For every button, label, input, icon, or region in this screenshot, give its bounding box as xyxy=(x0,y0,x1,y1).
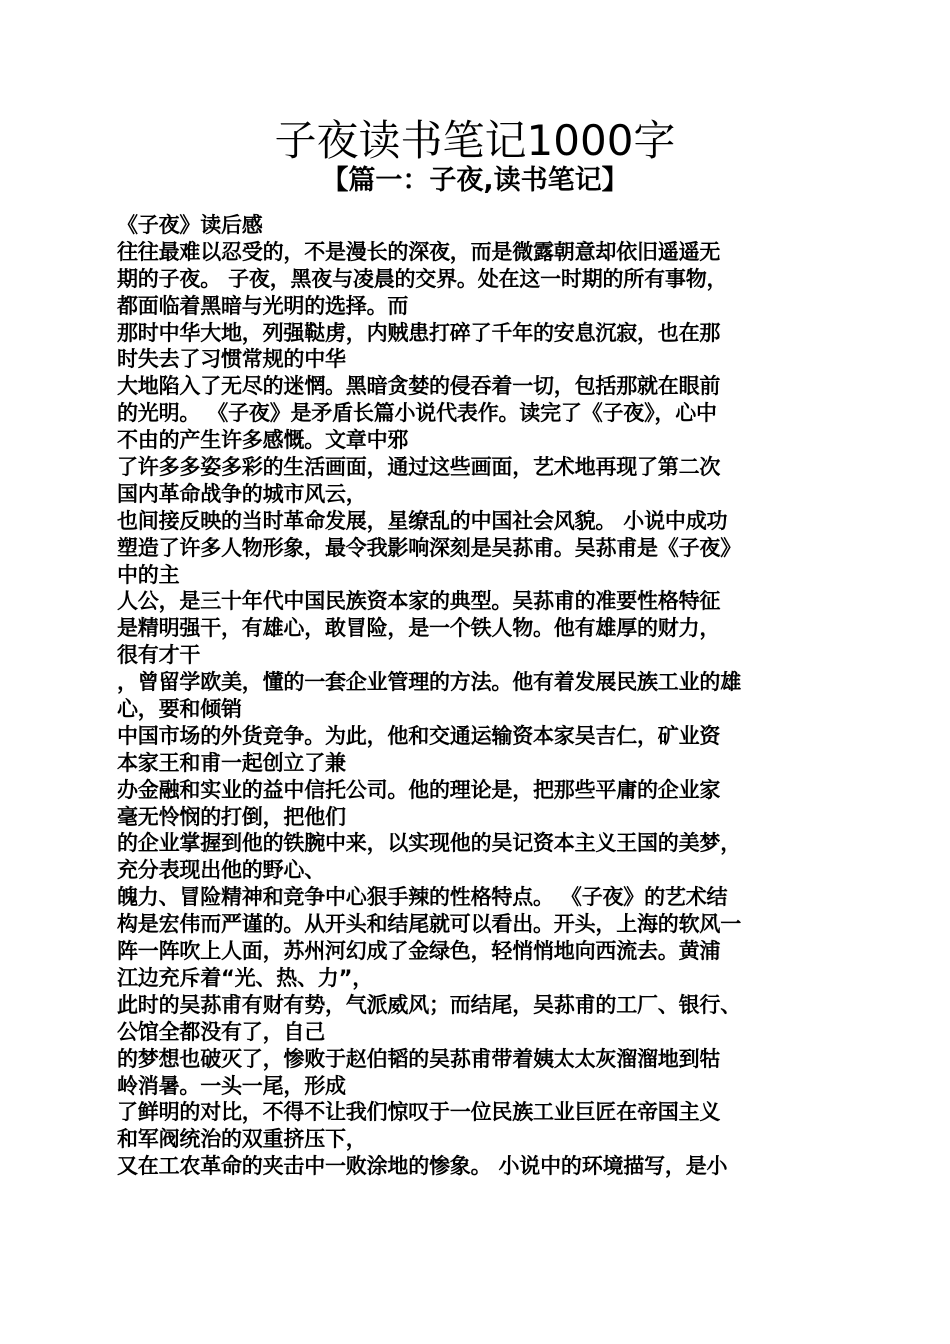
body-line: 了许多多姿多彩的生活画面，通过这些画面，艺术地再现了第二次 xyxy=(117,455,721,480)
body-line: 毫无怜悯的打倒，把他们 xyxy=(117,804,346,829)
body-line: 都面临着黑暗与光明的选择。而 xyxy=(117,293,409,318)
body-line: 江边充斥着“光、热、力”， xyxy=(117,965,374,990)
body-line: 本家王和甫一起创立了兼 xyxy=(117,750,346,775)
body-line: 塑造了许多人物形象，最令我影响深刻是吴荪甫。吴荪甫是《子夜》 xyxy=(117,535,741,560)
body-line: 又在工农革命的夹击中一败涂地的惨象。 小说中的环境描写，是小 xyxy=(117,1154,728,1179)
body-line: 中的主 xyxy=(117,562,180,587)
body-line: 大地陷入了无尽的迷惘。黑暗贪婪的侵吞着一切，包括那就在眼前 xyxy=(117,374,721,399)
body-line: 《子夜》读后感 xyxy=(117,213,263,237)
body-line: 中国市场的外货竞争。为此，他和交通运输资本家吴吉仁，矿业资 xyxy=(117,723,721,748)
body-line: 期的子夜。 子夜，黑夜与凌晨的交界。处在这一时期的所有事物， xyxy=(117,266,728,291)
body-line: 构是宏伟而严谨的。从开头和结尾就可以看出。开头，上海的软风一 xyxy=(117,912,741,937)
body-line: 魄力、冒险精神和竞争中心狠手辣的性格特点。 《子夜》的艺术结 xyxy=(117,885,728,910)
body-line: 岭消暑。一头一尾，形成 xyxy=(117,1073,346,1098)
body-line: 充分表现出他的野心、 xyxy=(117,858,325,883)
body-line: 心，要和倾销 xyxy=(117,697,242,722)
body-line: 不由的产生许多感慨。文章中邪 xyxy=(117,428,409,453)
body-line: 了鲜明的对比，不得不让我们惊叹于一位民族工业巨匠在帝国主义 xyxy=(117,1100,721,1125)
document-title: 子夜读书笔记1000字 xyxy=(274,116,676,165)
body-line: 和军阀统治的双重挤压下， xyxy=(117,1127,367,1152)
body-line: 的企业掌握到他的铁腕中来，以实现他的吴记资本主义王国的美梦， xyxy=(117,831,741,856)
document-subtitle: 【篇一：子夜,读书笔记】 xyxy=(321,165,629,196)
body-line: 往往最难以忍受的，不是漫长的深夜，而是微露朝意却依旧遥遥无 xyxy=(117,239,721,264)
body-line: 公馆全都没有了，自己 xyxy=(117,1019,325,1044)
body-line: 办金融和实业的益中信托公司。他的理论是，把那些平庸的企业家 xyxy=(117,777,721,802)
body-line: 那时中华大地，列强鞑虏，内贼患打碎了千年的安息沉寂，也在那 xyxy=(117,320,721,345)
body-line: 此时的吴荪甫有财有势，气派威风；而结尾，吴荪甫的工厂、银行、 xyxy=(117,992,741,1017)
body-line: 是精明强干，有雄心，敢冒险，是一个铁人物。他有雄厚的财力， xyxy=(117,616,721,641)
body-line: 人公，是三十年代中国民族资本家的典型。吴荪甫的准要性格特征 xyxy=(117,589,721,614)
body-line: 阵一阵吹上人面，苏州河幻成了金绿色，轻悄悄地向西流去。黄浦 xyxy=(117,939,721,964)
body-line: 时失去了习惯常规的中华 xyxy=(117,347,346,372)
body-line: 国内革命战争的城市风云， xyxy=(117,481,367,506)
body-line: ，曾留学欧美，懂的一套企业管理的方法。他有着发展民族工业的雄 xyxy=(117,670,741,695)
body-line: 的光明。 《子夜》是矛盾长篇小说代表作。读完了《子夜》，心中 xyxy=(117,401,717,426)
document-body xyxy=(117,212,842,1180)
body-line: 也间接反映的当时革命发展，星缭乱的中国社会风貌。 小说中成功 xyxy=(117,508,728,533)
body-line: 的梦想也破灭了，惨败于赵伯韬的吴荪甫带着姨太太灰溜溜地到牯 xyxy=(117,1046,721,1071)
body-line: 很有才干 xyxy=(117,643,201,668)
